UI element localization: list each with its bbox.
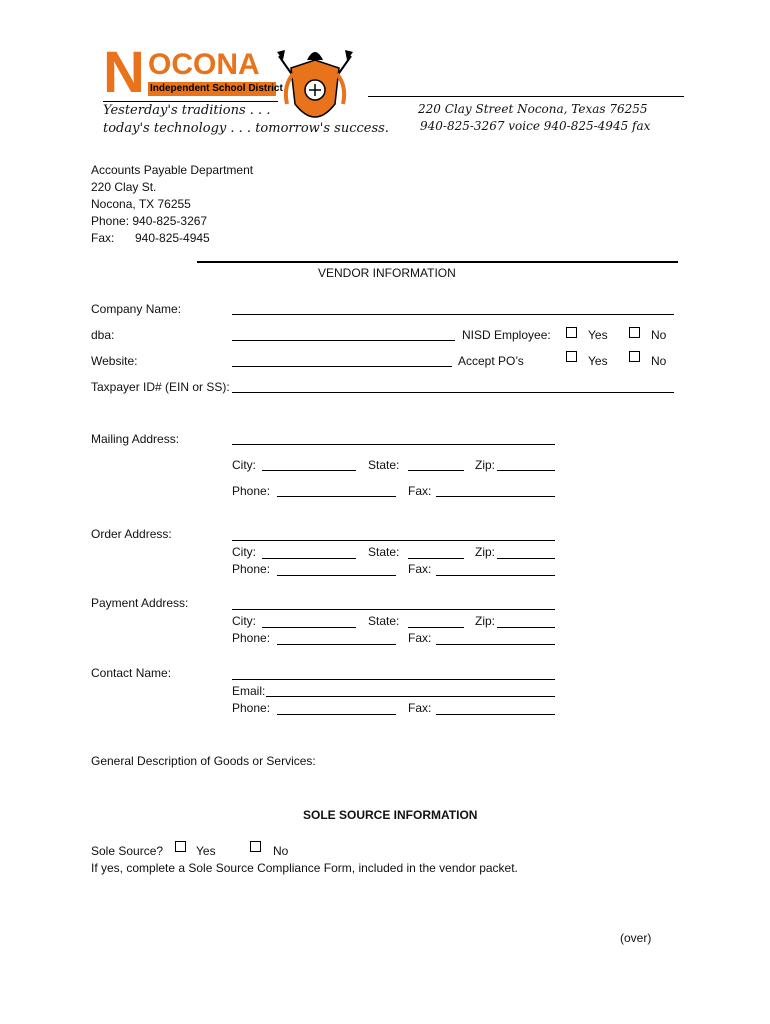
payment-address-field[interactable]	[232, 609, 555, 610]
company-name-field[interactable]	[232, 314, 674, 315]
sender-city-state-zip: Nocona, TX 76255	[91, 197, 191, 211]
accept-po-no-checkbox[interactable]	[629, 351, 640, 362]
payment-city-label: City:	[232, 614, 256, 628]
payment-fax-label: Fax:	[408, 631, 432, 645]
taxpayer-id-field[interactable]	[232, 392, 674, 393]
sender-fax-label: Fax:	[91, 231, 115, 245]
mailing-address-field[interactable]	[232, 444, 555, 445]
sole-source-no-label: No	[273, 844, 289, 858]
logo-tagline-2: today's technology . . . tomorrow's success.	[103, 121, 389, 136]
district-phone-fax: 940-825-3267 voice 940-825-4945 fax	[420, 119, 651, 133]
payment-city-field[interactable]	[262, 627, 356, 628]
payment-fax-field[interactable]	[436, 644, 555, 645]
order-phone-field[interactable]	[277, 575, 396, 576]
company-name-label: Company Name:	[91, 302, 182, 316]
mailing-phone-label: Phone:	[232, 484, 271, 498]
order-zip-label: Zip:	[475, 545, 496, 559]
accept-po-no-label: No	[651, 354, 667, 368]
contact-fax-label: Fax:	[408, 701, 432, 715]
general-description-label: General Description of Goods or Services:	[91, 754, 316, 768]
nisd-employee-no-checkbox[interactable]	[629, 327, 640, 338]
order-address-field[interactable]	[232, 540, 555, 541]
sender-street: 220 Clay St.	[91, 180, 157, 194]
contact-name-field[interactable]	[232, 679, 555, 680]
logo-name: OCONA	[148, 48, 260, 81]
website-label: Website:	[91, 354, 138, 368]
sender-fax-value: 940-825-4945	[135, 231, 210, 245]
sole-source-yes-label: Yes	[196, 844, 216, 858]
order-address-label: Order Address:	[91, 527, 172, 541]
nisd-employee-yes-label: Yes	[588, 328, 608, 342]
taxpayer-id-label: Taxpayer ID# (EIN or SS):	[91, 380, 230, 394]
contact-phone-field[interactable]	[277, 714, 396, 715]
website-field[interactable]	[232, 366, 452, 367]
payment-zip-label: Zip:	[475, 614, 496, 628]
district-address: 220 Clay Street Nocona, Texas 76255	[418, 102, 648, 116]
sole-source-instruction: If yes, complete a Sole Source Compliance Form, included in the vendor packet.	[91, 861, 518, 875]
order-fax-field[interactable]	[436, 575, 555, 576]
logo-letter-n: N	[103, 40, 145, 105]
payment-address-label: Payment Address:	[91, 596, 189, 610]
over-note: (over)	[620, 931, 652, 945]
mailing-city-label: City:	[232, 458, 256, 472]
dba-field[interactable]	[232, 340, 455, 341]
contact-fax-field[interactable]	[436, 714, 555, 715]
sole-source-heading: SOLE SOURCE INFORMATION	[303, 808, 478, 822]
contact-email-label: Email:	[232, 684, 266, 698]
mailing-fax-field[interactable]	[436, 496, 555, 497]
payment-zip-field[interactable]	[497, 627, 555, 628]
contact-phone-label: Phone:	[232, 701, 271, 715]
sole-source-yes-checkbox[interactable]	[175, 841, 186, 852]
dba-label: dba:	[91, 328, 115, 342]
order-city-label: City:	[232, 545, 256, 559]
order-zip-field[interactable]	[497, 558, 555, 559]
mailing-state-label: State:	[368, 458, 400, 472]
header-rule	[368, 96, 684, 97]
logo-subtitle: Independent School District	[150, 83, 283, 94]
order-state-field[interactable]	[408, 558, 464, 559]
sole-source-no-checkbox[interactable]	[250, 841, 261, 852]
payment-state-label: State:	[368, 614, 400, 628]
accept-po-yes-label: Yes	[588, 354, 608, 368]
sender-phone: Phone: 940-825-3267	[91, 214, 208, 228]
nisd-employee-label: NISD Employee:	[462, 328, 551, 342]
mascot-crest-icon	[275, 46, 355, 138]
vendor-section-rule	[197, 261, 678, 263]
payment-phone-field[interactable]	[277, 644, 396, 645]
department-name: Accounts Payable Department	[91, 163, 254, 177]
logo-tagline-1: Yesterday's traditions . . .	[103, 103, 271, 118]
payment-phone-label: Phone:	[232, 631, 271, 645]
nisd-employee-yes-checkbox[interactable]	[566, 327, 577, 338]
accept-po-label: Accept PO’s	[458, 354, 524, 368]
order-fax-label: Fax:	[408, 562, 432, 576]
payment-state-field[interactable]	[408, 627, 464, 628]
mailing-fax-label: Fax:	[408, 484, 432, 498]
logo-rule	[103, 101, 278, 102]
mailing-zip-label: Zip:	[475, 458, 496, 472]
sole-source-question: Sole Source?	[91, 844, 164, 858]
order-state-label: State:	[368, 545, 400, 559]
mailing-city-field[interactable]	[262, 470, 356, 471]
order-phone-label: Phone:	[232, 562, 271, 576]
vendor-heading: VENDOR INFORMATION	[318, 266, 456, 280]
contact-name-label: Contact Name:	[91, 666, 172, 680]
order-city-field[interactable]	[262, 558, 356, 559]
accept-po-yes-checkbox[interactable]	[566, 351, 577, 362]
mailing-state-field[interactable]	[408, 470, 464, 471]
mailing-zip-field[interactable]	[497, 470, 555, 471]
nisd-employee-no-label: No	[651, 328, 667, 342]
contact-email-field[interactable]	[266, 696, 555, 697]
mailing-address-label: Mailing Address:	[91, 432, 180, 446]
mailing-phone-field[interactable]	[277, 496, 396, 497]
